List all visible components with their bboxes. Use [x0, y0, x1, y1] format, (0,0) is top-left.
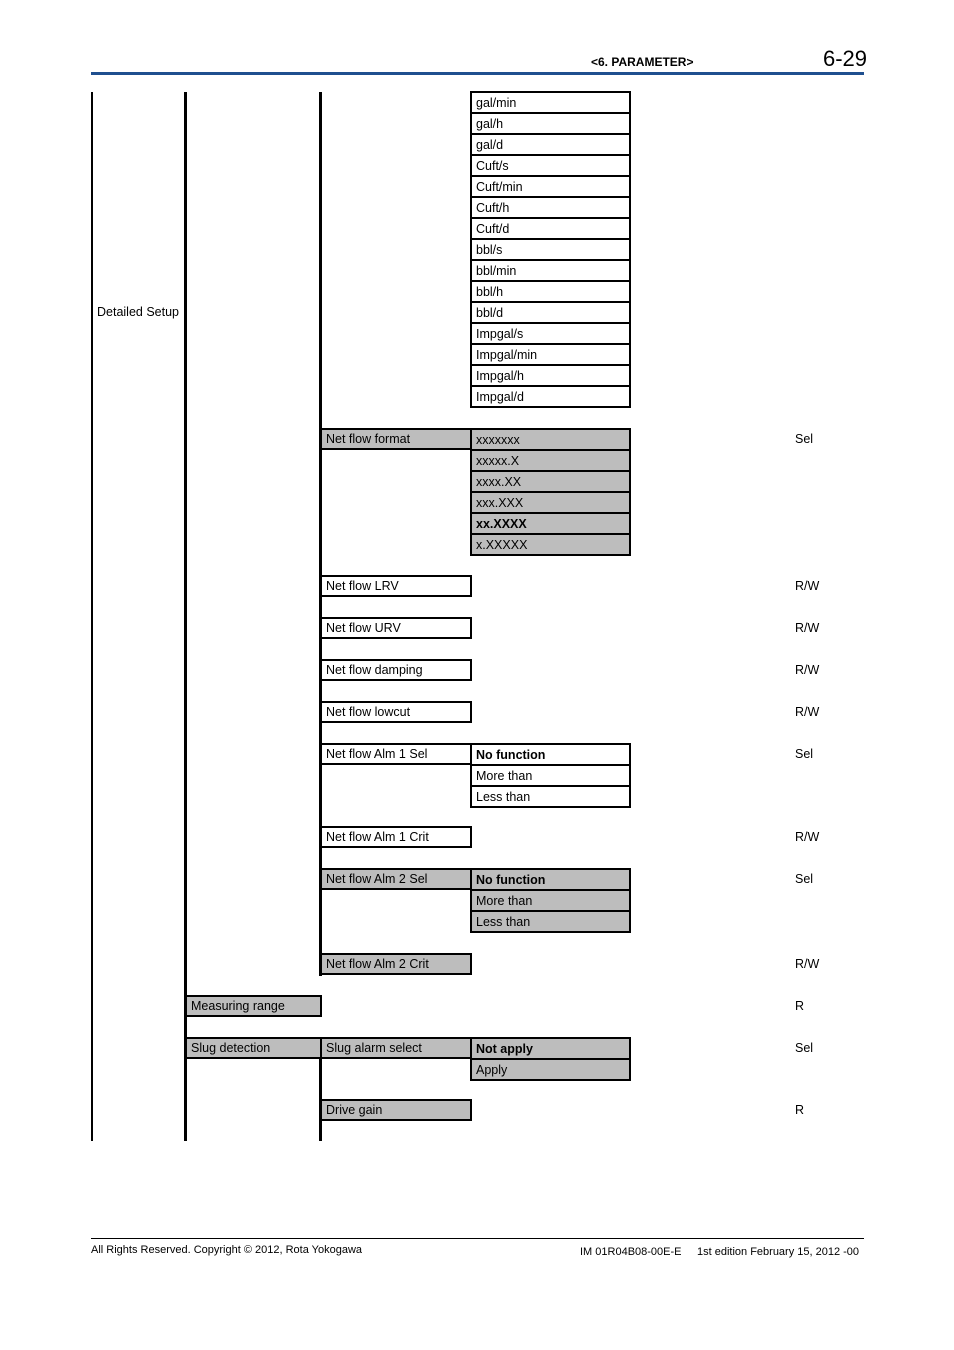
unit-option[interactable]: bbl/d: [470, 301, 631, 324]
net-flow-urv-label[interactable]: Net flow URV: [320, 617, 472, 639]
net-flow-lrv-access: R/W: [795, 579, 820, 593]
net-flow-alm2-option[interactable]: More than: [470, 889, 631, 912]
net-flow-alm2-sel-label[interactable]: Net flow Alm 2 Sel: [320, 868, 472, 890]
net-flow-format-access: Sel: [795, 432, 814, 446]
tree-line-level1: [91, 92, 93, 1141]
unit-option[interactable]: gal/h: [470, 112, 631, 135]
slug-detection-label[interactable]: Slug detection: [185, 1037, 322, 1059]
unit-option[interactable]: Cuft/s: [470, 154, 631, 177]
footer-doc-id: IM 01R04B08-00E-E: [580, 1246, 682, 1258]
net-flow-alm1-crit-access: R/W: [795, 830, 820, 844]
net-flow-alm2-option[interactable]: No function: [470, 868, 631, 891]
net-flow-alm1-crit-label[interactable]: Net flow Alm 1 Crit: [320, 826, 472, 848]
footer-rule: [91, 1238, 864, 1239]
slug-alarm-option[interactable]: Apply: [470, 1058, 631, 1081]
net-flow-lowcut-label[interactable]: Net flow lowcut: [320, 701, 472, 723]
net-flow-urv-access: R/W: [795, 621, 820, 635]
measuring-range-access: R: [795, 999, 805, 1013]
section-title: <6. PARAMETER>: [591, 55, 694, 69]
net-flow-alm1-option[interactable]: Less than: [470, 785, 631, 808]
slug-alarm-option[interactable]: Not apply: [470, 1037, 631, 1060]
unit-option[interactable]: Cuft/min: [470, 175, 631, 198]
unit-option[interactable]: bbl/h: [470, 280, 631, 303]
measuring-range-label[interactable]: Measuring range: [185, 995, 322, 1017]
unit-option[interactable]: Impgal/h: [470, 364, 631, 387]
page-number: 6-29: [823, 46, 868, 71]
slug-alarm-select-access: Sel: [795, 1041, 814, 1055]
net-flow-alm2-option[interactable]: Less than: [470, 910, 631, 933]
net-flow-format-label[interactable]: Net flow format: [320, 428, 472, 450]
net-flow-format-option[interactable]: xxxx.XX: [470, 470, 631, 493]
net-flow-damping-label[interactable]: Net flow damping: [320, 659, 472, 681]
net-flow-alm2-crit-access: R/W: [795, 957, 820, 971]
detailed-setup-label: Detailed Setup: [97, 305, 180, 319]
net-flow-lowcut-access: R/W: [795, 705, 820, 719]
unit-option[interactable]: Impgal/min: [470, 343, 631, 366]
unit-option[interactable]: bbl/s: [470, 238, 631, 261]
drive-gain-label[interactable]: Drive gain: [320, 1099, 472, 1121]
net-flow-alm2-crit-label[interactable]: Net flow Alm 2 Crit: [320, 953, 472, 975]
net-flow-format-option[interactable]: xxxxxxx: [470, 428, 631, 451]
net-flow-alm2-sel-access: Sel: [795, 872, 814, 886]
unit-option[interactable]: Cuft/h: [470, 196, 631, 219]
net-flow-format-option[interactable]: xxxxx.X: [470, 449, 631, 472]
net-flow-format-option[interactable]: x.XXXXX: [470, 533, 631, 556]
unit-option[interactable]: Cuft/d: [470, 217, 631, 240]
net-flow-format-option[interactable]: xx.XXXX: [470, 512, 631, 535]
net-flow-damping-access: R/W: [795, 663, 820, 677]
unit-option[interactable]: Impgal/d: [470, 385, 631, 408]
net-flow-alm1-option[interactable]: More than: [470, 764, 631, 787]
unit-option[interactable]: bbl/min: [470, 259, 631, 282]
footer-edition: 1st edition February 15, 2012 -00: [697, 1246, 860, 1258]
slug-alarm-select-label[interactable]: Slug alarm select: [320, 1037, 472, 1059]
footer-copyright: All Rights Reserved. Copyright © 2012, Rota Yokogawa: [91, 1244, 363, 1256]
unit-option[interactable]: gal/d: [470, 133, 631, 156]
tree-line-level2: [184, 92, 187, 1141]
unit-option[interactable]: gal/min: [470, 91, 631, 114]
drive-gain-access: R: [795, 1103, 805, 1117]
unit-option[interactable]: Impgal/s: [470, 322, 631, 345]
net-flow-alm1-option[interactable]: No function: [470, 743, 631, 766]
net-flow-alm1-sel-label[interactable]: Net flow Alm 1 Sel: [320, 743, 472, 765]
net-flow-format-option[interactable]: xxx.XXX: [470, 491, 631, 514]
header-rule: [91, 72, 864, 75]
net-flow-alm1-sel-access: Sel: [795, 747, 814, 761]
net-flow-lrv-label[interactable]: Net flow LRV: [320, 575, 472, 597]
